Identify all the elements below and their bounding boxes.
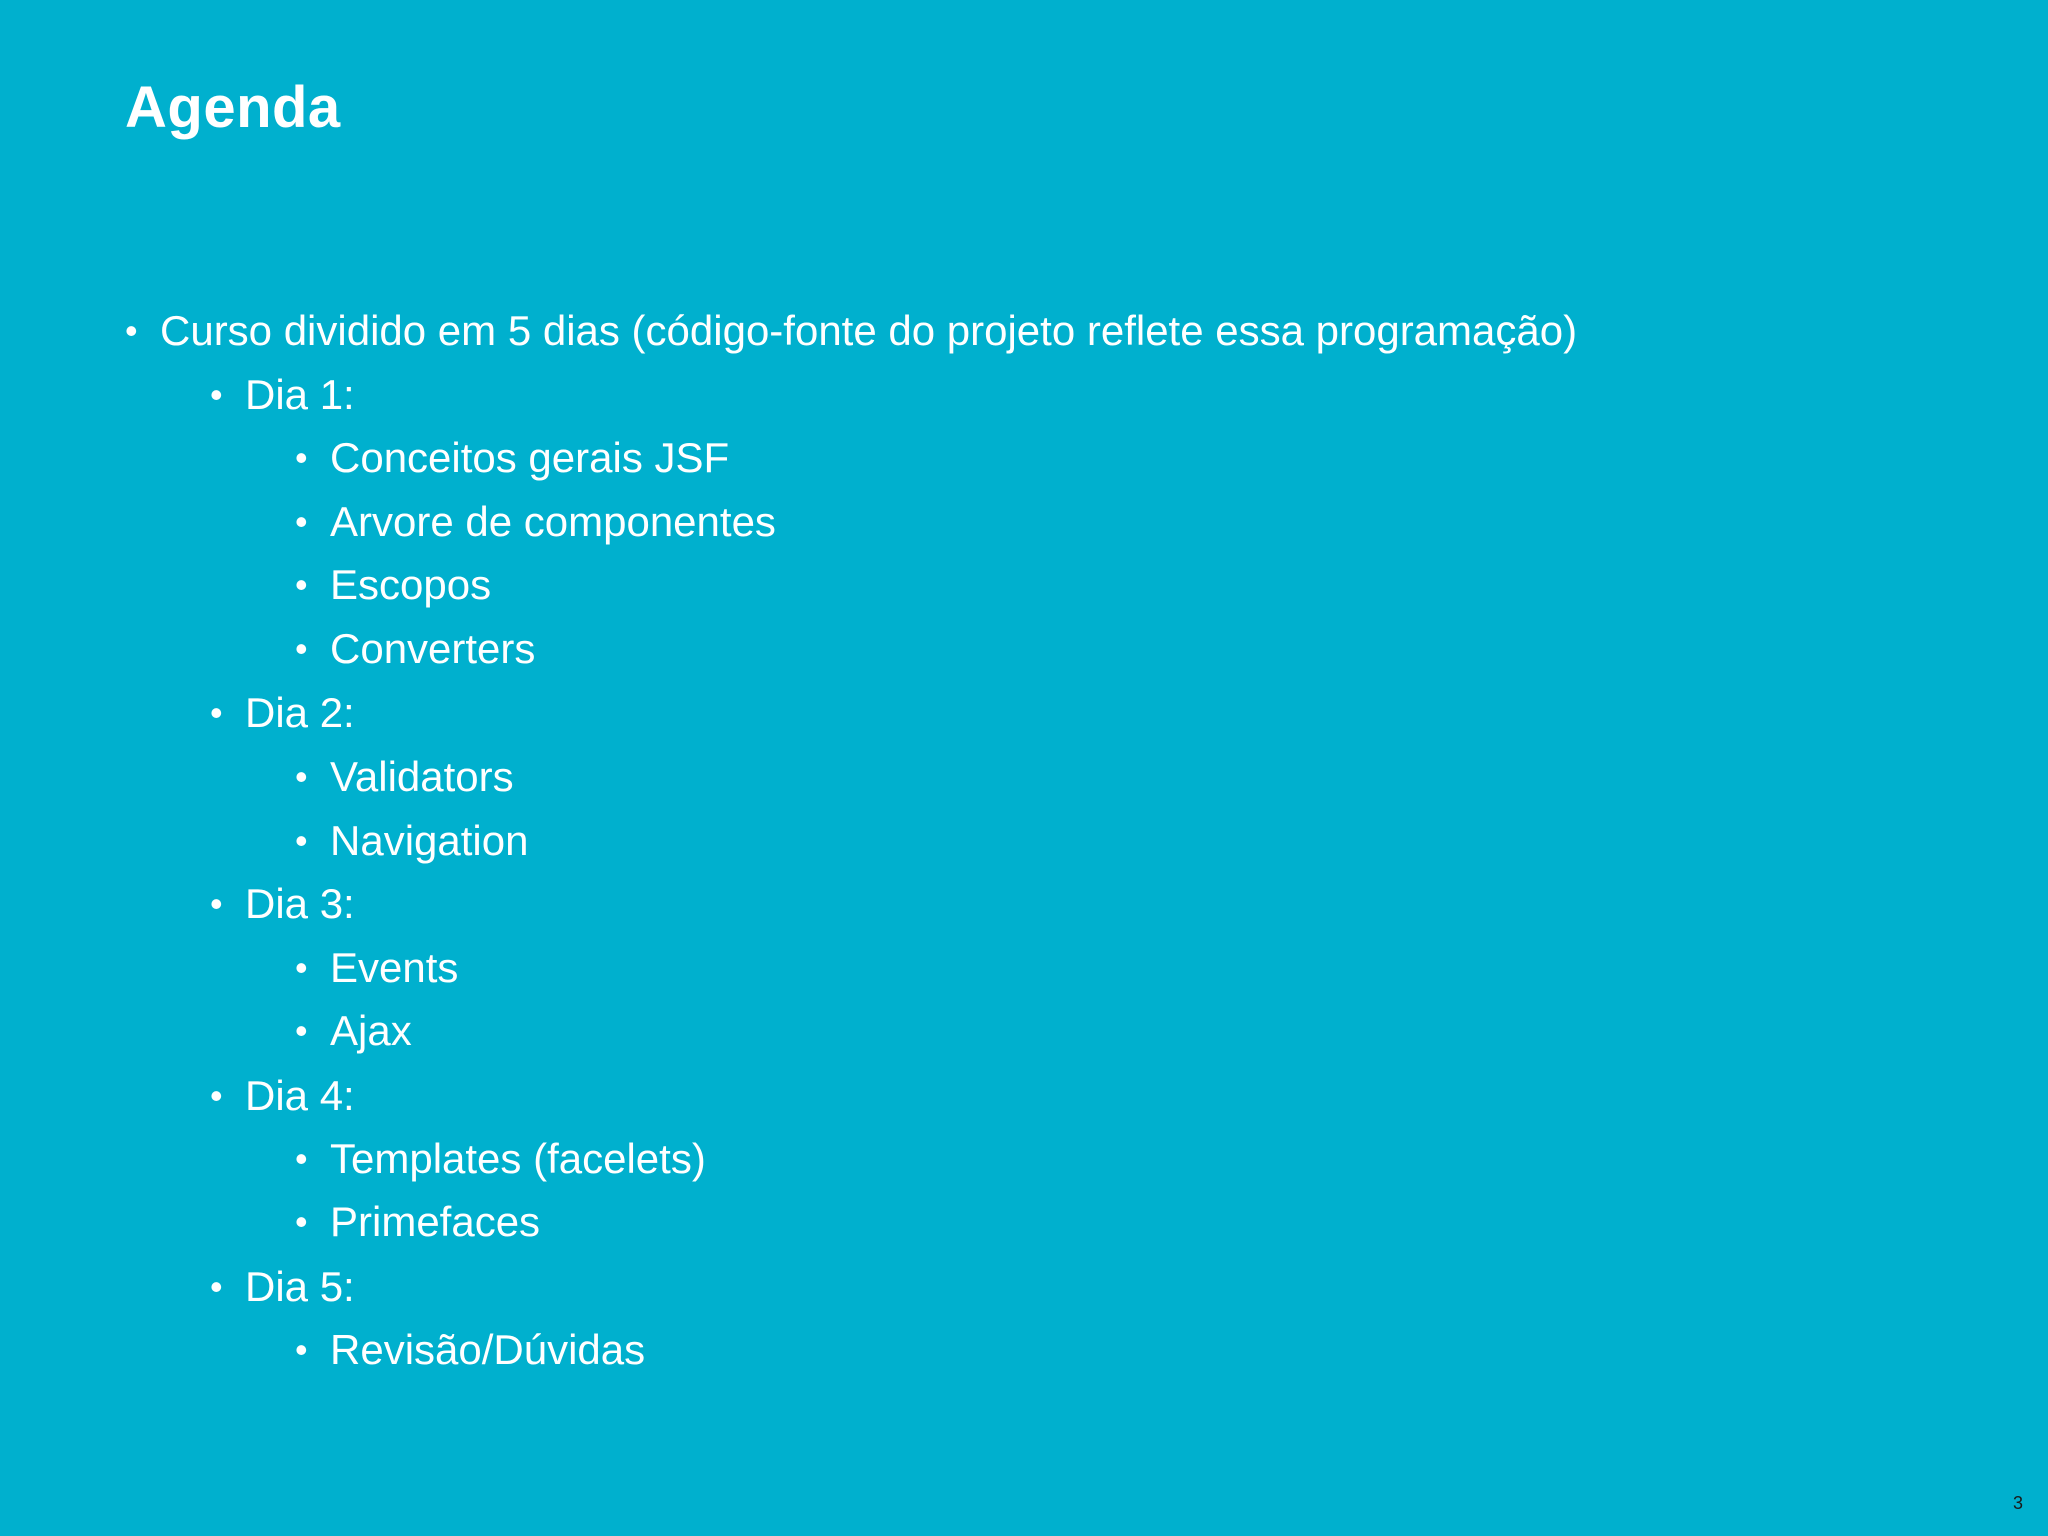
bullet-text: Validators (330, 753, 514, 800)
bullet-dot: • (210, 883, 223, 924)
bullet-text: Revisão/Dúvidas (330, 1326, 646, 1373)
bullet-dot: • (295, 501, 308, 542)
bullet-dot: • (210, 374, 223, 415)
bullet-dot: • (295, 1010, 308, 1051)
bullet-dot: • (295, 628, 308, 669)
bullet-dot: • (295, 1138, 308, 1179)
bullet-dot: • (210, 1075, 223, 1116)
bullet-text: Conceitos gerais JSF (330, 434, 730, 481)
bullet-text: Primefaces (330, 1198, 541, 1245)
page-number: 3 (2012, 1493, 2023, 1513)
bullet-text: Dia 1: (245, 371, 355, 418)
bullet-dot: • (295, 564, 308, 605)
bullet-text: Converters (330, 625, 536, 672)
bullet-dot: • (295, 756, 308, 797)
slide-title: Agenda (125, 75, 341, 140)
bullet-dot: • (295, 1329, 308, 1370)
bullet-text: Ajax (330, 1007, 412, 1054)
bullet-text: Events (330, 944, 459, 991)
bullet-dot: • (295, 947, 308, 988)
bullet-text: Escopos (330, 561, 492, 608)
bullet-text: Templates (facelets) (330, 1135, 706, 1182)
bullet-text: Dia 2: (245, 689, 355, 736)
bullet-dot: • (295, 1201, 308, 1242)
bullet-dot: • (295, 820, 308, 861)
bullet-text: Dia 3: (245, 880, 355, 927)
bullet-text: Navigation (330, 817, 529, 864)
bullet-dot: • (210, 1266, 223, 1307)
bullet-text: Arvore de componentes (330, 498, 776, 545)
bullet-text: Dia 5: (245, 1263, 355, 1310)
bullet-dot: • (125, 310, 138, 351)
bullet-text: Curso dividido em 5 dias (código-fonte do projeto reflete essa programação) (160, 307, 1578, 354)
bullet-dot: • (295, 437, 308, 478)
bullet-text: Dia 4: (245, 1072, 355, 1119)
bullet-dot: • (210, 692, 223, 733)
